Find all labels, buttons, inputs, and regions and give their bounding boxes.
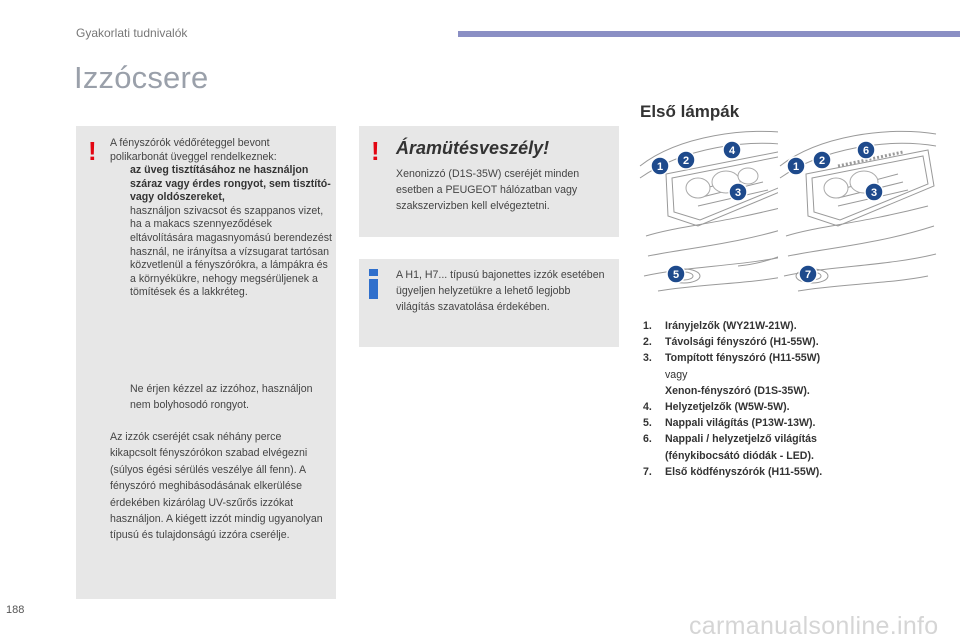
- callout-label: 1: [792, 161, 800, 173]
- warning-exclamation-icon: !: [88, 136, 97, 166]
- list-item: használjon szivacsot és szappanos vizet,: [130, 204, 324, 217]
- lamp-list: [643, 318, 873, 480]
- callout-label: 3: [734, 187, 742, 199]
- list-item: 6. Nappali / helyzetjelző világítás (fénykibocsátó diódák - LED).: [643, 433, 817, 462]
- front-lamps-title: Első lámpák: [640, 102, 740, 121]
- page-number: 188: [6, 604, 25, 616]
- list-item: 5. Nappali világítás (P13W-13W).: [643, 417, 816, 430]
- callout-label: 4: [728, 145, 736, 157]
- list-item: 3. Tompított fényszóró (H11-55W) vagy Xenon-fényszóró (D1S-35W).: [643, 352, 821, 397]
- header-accent-bar: [458, 31, 960, 37]
- page-title: Izzócsere: [74, 60, 209, 95]
- shock-title: Áramütésveszély!: [396, 138, 550, 158]
- info-text: A H1, H7... típusú bajonettes izzók esetében ügyeljen helyzetükre a lehető legjobb világítás szavatolása érdekében.: [396, 269, 605, 314]
- warning-box: [76, 126, 336, 599]
- list-item: 4. Helyzetjelzők (W5W-5W).: [643, 401, 790, 414]
- list-item: az üveg tisztításához ne használjon száraz vagy érdes rongyot, sem tisztító- vagy oldószereket,: [130, 164, 331, 204]
- warning-list-2: [110, 381, 332, 414]
- callout-label: 7: [804, 269, 812, 281]
- callout-label: 6: [862, 145, 870, 157]
- list-item: 1. Irányjelzők (WY21W-21W).: [643, 320, 797, 332]
- headlamp-illustration-left: [638, 126, 798, 304]
- watermark: carmanualsonline.info: [689, 612, 939, 640]
- shock-exclamation-icon: !: [371, 136, 380, 166]
- warning-list: [110, 164, 332, 300]
- list-item: 2. Távolsági fényszóró (H1-55W).: [643, 336, 819, 349]
- callout-label: 5: [672, 269, 680, 281]
- list-item: Ne érjen kézzel az izzóhoz, használjon nem bolyhosodó rongyot.: [130, 383, 313, 412]
- headlamp-illustration-right: [778, 126, 938, 304]
- callout-label: 1: [656, 161, 664, 173]
- list-item: ha a makacs szennyeződések eltávolítására magasnyomású berendezést használ, ne irányítsa a vízsugarat tartósan közvetlenül a fényszórókra, a lámpákra és a környékükre, nehogy megsérüljenek a tömítések és a lakkréteg.: [130, 218, 332, 299]
- shock-warning-box: [359, 126, 619, 237]
- header-section: Gyakorlati tudnivalók: [76, 26, 188, 40]
- shock-text: Xenonizzó (D1S-35W) cseréjét minden esetben a PEUGEOT hálózatban vagy szakszervizben kell elvégeztetni.: [396, 168, 580, 212]
- warning-paragraph: Az izzók cseréjét csak néhány perce kikapcsolt fényszórókon szabad elvégezni (súlyos égési sérülés veszélye áll fenn). A fényszóró meghibásodásának elkerülése érdekében kizárólag UV-szűrős izzókat használjon. A kiégett izzót mindig ugyanolyan típusú és tulajdonságú izzóra cserélje.: [110, 431, 323, 542]
- info-box: [359, 259, 619, 347]
- callout-label: 2: [818, 155, 826, 167]
- warning-intro: A fényszórók védőréteggel bevont polikarbonát üveggel rendelkeznek:: [110, 137, 277, 163]
- callout-label: 2: [682, 155, 690, 167]
- callout-label: 3: [870, 187, 878, 199]
- info-icon: [369, 269, 379, 299]
- list-item: 7. Első ködfényszórók (H11-55W).: [643, 465, 823, 478]
